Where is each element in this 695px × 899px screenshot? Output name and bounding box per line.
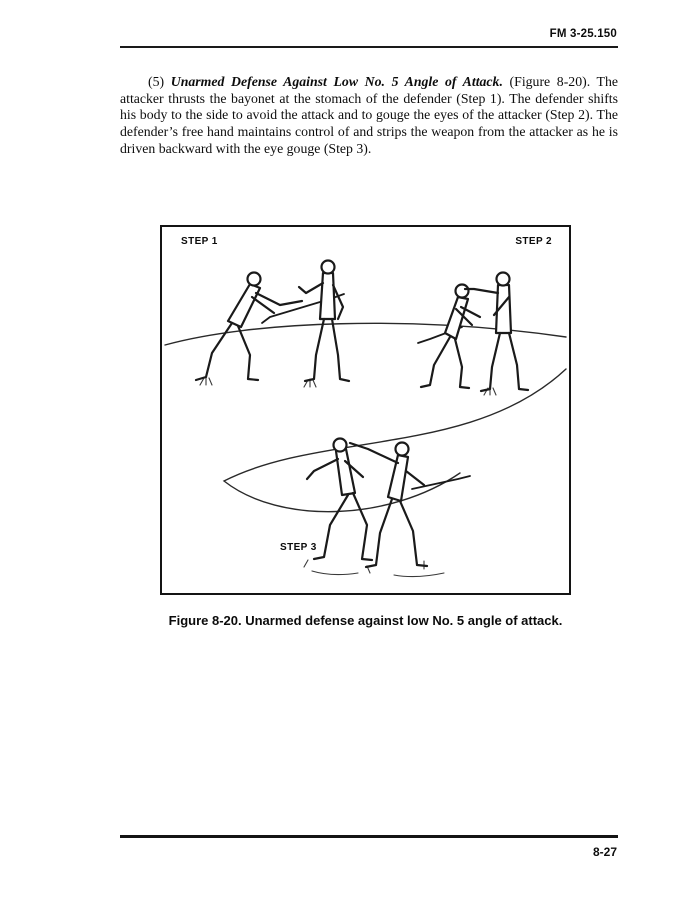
- step2-label: STEP 2: [515, 236, 552, 247]
- paragraph-text: (Figure 8-20). The attacker thrusts the bayonet at the stomach of the defender (Step 1). The defender shifts his body to the side to avoid the attack and to gouge the eyes of the attacker (Step 2). The defender’s free hand maintains control of and strips the weapon from the attacker as he is driven backward with the eye gouge (Step 3).: [120, 74, 618, 156]
- body-paragraph: [120, 74, 618, 158]
- step2-attacker-figure: [418, 285, 480, 389]
- page-number: 8-27: [592, 845, 617, 859]
- step3-defender-figure: [350, 443, 470, 568]
- step1-defender-figure: [299, 261, 349, 382]
- header-rule: [120, 46, 618, 48]
- combat-illustration: [162, 227, 569, 593]
- paragraph-number: (5): [148, 74, 171, 89]
- paragraph-title: Unarmed Defense Against Low No. 5 Angle of Attack.: [170, 74, 503, 89]
- doc-number: FM 3-25.150: [549, 28, 617, 40]
- step3-label: STEP 3: [280, 542, 317, 553]
- ground-curves: [165, 323, 566, 511]
- footer-rule: [120, 835, 618, 838]
- figure-8-20: [160, 225, 571, 595]
- step1-label: STEP 1: [181, 236, 218, 247]
- figure-caption: Figure 8-20. Unarmed defense against low No. 5 angle of attack.: [168, 613, 563, 628]
